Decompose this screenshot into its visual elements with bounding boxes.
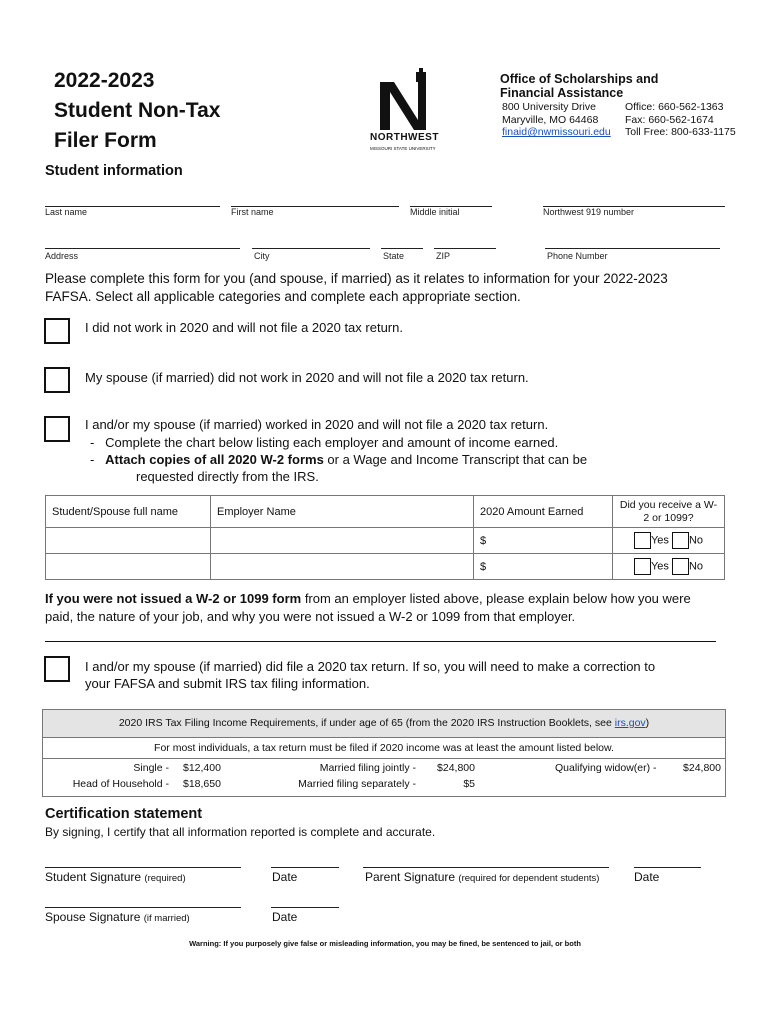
office-name: Office of Scholarships and Financial Assistance [500, 72, 659, 100]
parent-signature-line[interactable] [363, 867, 609, 868]
option-3-bullet-2-bold: Attach copies of all 2020 W-2 forms [105, 452, 324, 467]
middle-initial-label: Middle initial [410, 207, 460, 217]
state-field[interactable] [381, 248, 423, 249]
student-date-line[interactable] [271, 867, 339, 868]
office-address [502, 101, 611, 139]
yes-label: Yes [650, 534, 669, 547]
no-checkbox[interactable] [672, 558, 689, 575]
employer-cell[interactable] [211, 554, 474, 580]
warning-text: Warning: If you purposely give false or misleading information, you may be fined, be sentenced to jail, or both [189, 939, 581, 948]
address-field[interactable] [45, 248, 240, 249]
student-signature-line[interactable] [45, 867, 241, 868]
table-row [46, 528, 725, 554]
address-line-1: 800 University Drive [502, 101, 596, 113]
spouse-signature-req: (if married) [143, 913, 190, 924]
no-label: No [688, 560, 704, 573]
header-full-name: Student/Spouse full name [46, 496, 211, 528]
state-label: State [383, 251, 405, 261]
requirements-title-pre: 2020 IRS Tax Filing Income Requirements, if under age of 65 (from the 2020 IRS Instruction Booklets, see [118, 717, 615, 729]
parent-date-label: Date [634, 870, 660, 884]
employer-table [45, 495, 725, 580]
northwest-logo [370, 68, 444, 158]
irs-link[interactable]: irs.gov [614, 717, 646, 729]
last-name-label: Last name [45, 207, 88, 217]
qw-amount: $24,800 [683, 762, 721, 774]
no-label: No [688, 534, 704, 547]
single-label: Single - [133, 762, 169, 774]
office-tollfree: Toll Free: 800-633-1175 [625, 126, 736, 138]
option-1-label: I did not work in 2020 and will not file a 2020 tax return. [85, 320, 403, 335]
zip-field[interactable] [434, 248, 496, 249]
employer-cell[interactable] [211, 528, 474, 554]
parent-signature-text: Parent Signature [365, 870, 456, 884]
first-name-label: First name [231, 207, 274, 217]
hoh-amount: $18,650 [183, 778, 221, 790]
option-4-line-2: your FAFSA and submit IRS tax filing information. [85, 676, 370, 691]
student-info-heading: Student information [45, 163, 183, 179]
mfs-label: Married filing separately - [298, 778, 416, 790]
requirements-title [43, 710, 725, 738]
city-label: City [254, 251, 270, 261]
no-checkbox[interactable] [672, 532, 689, 549]
spouse-date-label: Date [272, 910, 298, 924]
option-2-checkbox[interactable] [44, 367, 70, 393]
northwest-919-label: Northwest 919 number [543, 207, 635, 217]
office-contact [625, 101, 736, 139]
amount-cell[interactable] [474, 554, 613, 580]
logo-text: NORTHWEST [370, 132, 439, 143]
northwest-n-icon [374, 68, 444, 158]
student-signature-label [45, 870, 186, 884]
requirements-box [42, 709, 726, 797]
header-employer: Employer Name [211, 496, 474, 528]
parent-date-line[interactable] [634, 867, 701, 868]
logo-subtext: MISSOURI STATE UNIVERSITY [370, 146, 436, 151]
header-amount: 2020 Amount Earned [474, 496, 613, 528]
mfj-amount: $24,800 [437, 762, 475, 774]
explain-bold: If you were not issued a W-2 or 1099 form [45, 591, 302, 606]
requirements-subtitle: For most individuals, a tax return must be filed if 2020 income was at least the amount listed below. [43, 738, 725, 759]
option-3-label: I and/or my spouse (if married) worked in 2020 and will not file a 2020 tax return. [85, 417, 549, 432]
student-date-label: Date [272, 870, 298, 884]
spouse-signature-label [45, 910, 190, 924]
option-3-bullet-1-text: Complete the chart below listing each employer and amount of income earned. [105, 435, 559, 450]
phone-label: Phone Number [547, 251, 608, 261]
student-signature-text: Student Signature [45, 870, 142, 884]
option-2-label: My spouse (if married) did not work in 2020 and will not file a 2020 tax return. [85, 370, 529, 385]
office-fax: Fax: 660-562-1674 [625, 113, 714, 126]
explain-line[interactable] [45, 641, 716, 642]
table-header-row [46, 496, 725, 528]
city-field[interactable] [252, 248, 370, 249]
address-label: Address [45, 251, 79, 261]
option-4-line-1: I and/or my spouse (if married) did file a 2020 tax return. If so, you will need to make a correction to [85, 659, 656, 674]
header-w2: Did you receive a W-2 or 1099? [613, 496, 725, 528]
requirements-title-post: ) [645, 717, 650, 729]
qw-label: Qualifying widow(er) - [555, 762, 657, 774]
single-amount: $12,400 [183, 762, 221, 774]
option-3-bullet-1: - Complete the chart below listing each employer and amount of income earned. [90, 435, 559, 450]
full-name-cell[interactable] [46, 528, 211, 554]
yes-checkbox[interactable] [634, 532, 651, 549]
option-3-checkbox[interactable] [44, 416, 70, 442]
email-link[interactable]: finaid@nwmissouri.edu [502, 126, 611, 138]
spouse-signature-line[interactable] [45, 907, 241, 908]
office-phone: Office: 660-562-1363 [625, 101, 724, 113]
form-title [54, 66, 220, 156]
parent-signature-label [365, 870, 599, 884]
mfj-label: Married filing jointly - [319, 762, 416, 774]
table-row [46, 554, 725, 580]
parent-signature-req: (required for dependent students) [458, 873, 600, 884]
yes-checkbox[interactable] [634, 558, 651, 575]
option-3-bullet-2: - Attach copies of all 2020 W-2 forms or a Wage and Income Transcript that can be [90, 452, 588, 467]
dollar-sign: $ [480, 534, 487, 547]
spouse-signature-text: Spouse Signature [45, 910, 141, 924]
explain-text [45, 590, 715, 625]
spouse-date-line[interactable] [271, 907, 339, 908]
option-4-checkbox[interactable] [44, 656, 70, 682]
option-3-bullet-2-text: or a Wage and Income Transcript that can be [323, 452, 588, 467]
w2-cell [613, 554, 725, 580]
full-name-cell[interactable] [46, 554, 211, 580]
title-line-3: Filer Form [54, 129, 157, 152]
intro-text: Please complete this form for you (and spouse, if married) as it relates to information for your 2022-2023 FAFSA. Select all applicable categories and complete each appropriate section. [45, 271, 668, 304]
title-line-1: 2022-2023 [54, 69, 155, 92]
amount-cell[interactable] [474, 528, 613, 554]
dollar-sign: $ [480, 560, 487, 573]
phone-field[interactable] [545, 248, 720, 249]
yes-label: Yes [650, 560, 669, 573]
certification-heading: Certification statement [45, 806, 203, 822]
w2-cell [613, 528, 725, 554]
zip-label: ZIP [436, 251, 451, 261]
option-1-checkbox[interactable] [44, 318, 70, 344]
address-line-2: Maryville, MO 64468 [502, 113, 599, 126]
title-line-2: Student Non-Tax [54, 99, 221, 122]
student-signature-req: (required) [144, 873, 186, 884]
certification-text: By signing, I certify that all information reported is complete and accurate. [45, 825, 436, 839]
mfs-amount: $5 [463, 778, 475, 790]
option-3-bullet-2-cont: requested directly from the IRS. [136, 469, 319, 484]
hoh-label: Head of Household - [72, 778, 169, 790]
explain-rest: from an employer listed above, please explain below how you were paid, the nature of your job, and why you were not issued a W-2 or 1099 from that employer. [45, 591, 691, 624]
